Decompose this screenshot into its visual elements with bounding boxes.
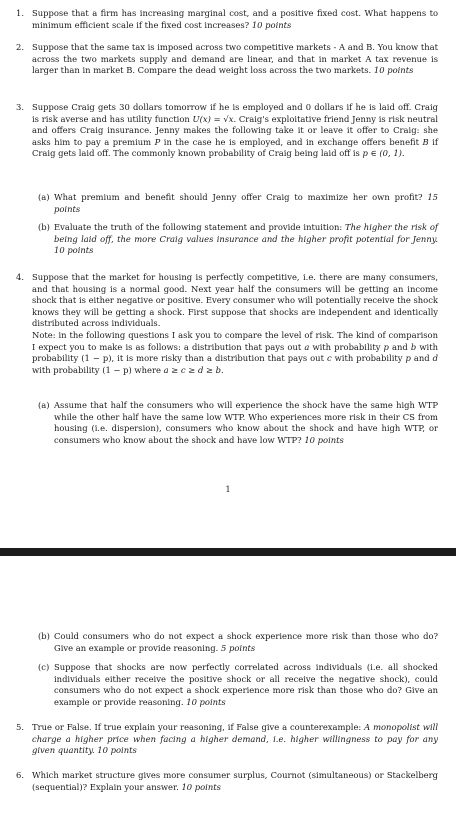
subquestion-label: (b) — [38, 222, 50, 232]
question-number: 5. — [16, 722, 24, 732]
points-label: 10 points — [304, 434, 344, 445]
statement-text: The higher the risk of being laid off, the more Craig values insurance and the higher profit potential for Jenny. — [54, 222, 438, 244]
points-label: 15 points — [54, 192, 438, 214]
question-4a — [38, 400, 438, 446]
page-divider — [0, 548, 456, 556]
points-label: 10 points — [251, 19, 292, 30]
question-text: Suppose that a firm has increasing marginal cost, and a positive fixed cost. What happens to minimum efficient scale if the fixed cost increases? — [32, 8, 438, 30]
question-2 — [16, 42, 438, 77]
points-label: 10 points — [186, 696, 226, 707]
question-4 — [16, 272, 438, 376]
document-page-2 — [0, 556, 456, 819]
question-4c — [38, 662, 438, 708]
points-label: 10 points — [54, 245, 94, 256]
subquestion-label: (b) — [38, 631, 50, 641]
question-4b — [38, 631, 438, 654]
premium-variable: P — [154, 136, 161, 147]
subquestion-text: Evaluate the truth of the following statement and provide intuition: — [54, 222, 346, 232]
subquestion-text: Assume that half the consumers who will experience the shock have the same high WTP while the other half have the same low WTP. Who experiences more risk in their CS from housing (i.e. dispersion), consumers who know about the shock and have high WTP, or consumers who know about the shock and have low WTP? — [54, 400, 438, 445]
subquestion-label: (c) — [38, 662, 50, 672]
statement-text: A monopolist will charge a higher price when facing a higher demand, i.e. higher willingness to pay for any given quantity. — [32, 722, 439, 756]
probability-expression: p ∈ (0, 1) — [362, 148, 402, 159]
question-number: 3. — [16, 102, 24, 112]
points-label: 10 points — [97, 745, 137, 756]
subquestion-label: (a) — [38, 192, 50, 202]
subquestion-text: Could consumers who do not expect a shock experience more risk than those who do? Give an example or provide reasoning. — [54, 631, 438, 653]
question-text: Which market structure gives more consumer surplus, Cournot (simultaneous) or Stackelberg (sequential)? Explain your answer. — [32, 770, 438, 792]
question-3a — [38, 192, 438, 215]
question-text: Suppose Craig gets 30 dollars tomorrow if he is employed and 0 dollars if he is laid off. Craig is risk averse and has utility function — [32, 102, 438, 124]
question-5 — [16, 722, 438, 757]
utility-function: U(x) = √x — [192, 113, 234, 124]
benefit-variable: B — [422, 136, 429, 147]
question-number: 4. — [16, 272, 24, 282]
question-number: 2. — [16, 42, 24, 52]
question-1 — [16, 8, 438, 31]
question-3b — [38, 222, 438, 257]
page-number: 1 — [225, 484, 231, 494]
question-text: Suppose that the market for housing is perfectly competitive, i.e. there are many consumers, and that housing is a normal good. Next year half the consumers will be getting an income shock that is either negative or positive. Every consumer who will potentially receive the shock knows they will be getting a shock. First suppose that shocks are independent and identically distributed across individuals. — [32, 272, 438, 329]
subquestion-text: What premium and benefit should Jenny offer Craig to maximize her own profit? — [54, 192, 423, 202]
question-number: 6. — [16, 770, 24, 780]
subquestion-label: (a) — [38, 400, 50, 410]
points-label: 10 points — [181, 781, 221, 792]
points-label: 10 points — [373, 65, 414, 76]
question-text: Suppose that the same tax is imposed across two competitive markets - A and B. You know that across the two markets supply and demand are linear, and that in market A tax revenue is larger than in market B. Compare the dead weight loss across the two markets. — [32, 42, 438, 76]
question-text: True or False. If true explain your reasoning, if False give a counterexample: — [32, 722, 365, 732]
note-text: Note: in the following questions I ask you to compare the level of risk. The kind of comparison I expect you to make is as follows: a distribution that pays out a with probability p and b with probability (1 − p), it is more risky than a distribution that pays out c with probability p and d with probability (1 − p) where a ≥ c ≥ d ≥ b. — [32, 329, 438, 375]
question-number: 1. — [16, 8, 24, 18]
question-3: 3. Suppose Craig gets 30 dollars tomorrow if he is employed and 0 dollars if he is laid off. Craig is risk averse and has utility function U(x) = √x. Craig's exploitative friend Jenny is risk neutral and offers Craig insurance. Jenny makes the following take it or leave it offer to Craig: she asks him to pay a premium P in the case he is employed, and in exchange offers benefit B if Craig gets laid off. The commonly known probability of Craig being laid off is p ∈ (0, 1). — [16, 102, 439, 159]
inequality-expression: a ≥ c ≥ d ≥ b — [163, 364, 222, 375]
subquestion-text: Suppose that shocks are now perfectly correlated across individuals (i.e. all shocked individuals either receive the positive shock or all receive the negative shock), could consumers who do not expect a shock experience more risk than those who do? Give an example or provide reasoning. — [54, 662, 438, 707]
question-6 — [16, 770, 438, 793]
points-label: 5 points — [221, 642, 256, 653]
